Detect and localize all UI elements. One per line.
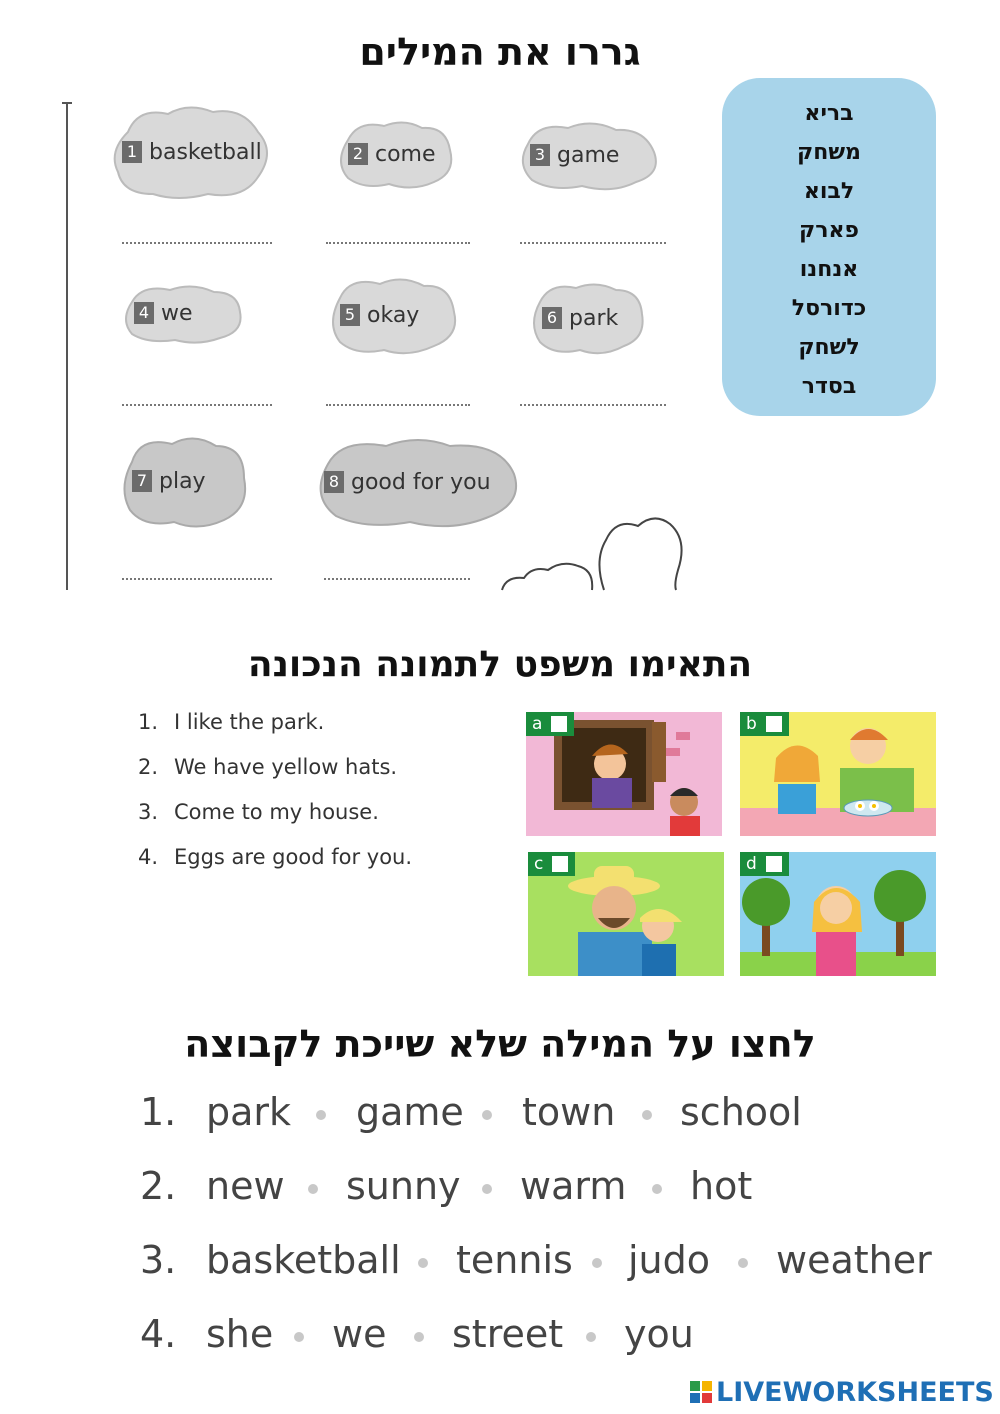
word-bank-item[interactable]: בריא <box>804 101 854 126</box>
word-bank-item[interactable]: לבוא <box>803 179 855 204</box>
separator-dot <box>482 1110 492 1120</box>
cloud-word: okay <box>367 302 420 328</box>
picture-label <box>526 712 574 736</box>
choice-word[interactable]: street <box>452 1312 564 1356</box>
section2-title: התאימו משפט לתמונה הנכונה <box>247 644 753 685</box>
picture-b[interactable] <box>740 712 936 836</box>
choice-word[interactable]: basketball <box>206 1238 401 1282</box>
answer-checkbox[interactable] <box>550 715 568 733</box>
picture-c[interactable] <box>528 852 724 976</box>
separator-dot <box>418 1258 428 1268</box>
picture-letter: a <box>532 714 543 734</box>
choice-word[interactable]: judo <box>628 1238 711 1282</box>
cloud-word: park <box>569 305 619 331</box>
cloud-word: play <box>159 468 206 494</box>
sentence-number: 2. <box>138 755 159 779</box>
cloud-number: 3 <box>530 144 550 166</box>
choice-word[interactable]: town <box>522 1090 616 1134</box>
sentence-number: 1. <box>138 710 159 734</box>
section3-title: לחצו על המילה שלא שייכת לקבוצה <box>184 1022 816 1066</box>
picture-letter: b <box>746 714 757 734</box>
answer-line-6 <box>520 404 666 406</box>
answer-line-2 <box>326 242 470 244</box>
answer-line-3 <box>520 242 666 244</box>
divider-line <box>66 102 68 590</box>
separator-dot <box>592 1258 602 1268</box>
separator-dot <box>316 1110 326 1120</box>
cloud-word: we <box>161 300 193 326</box>
answer-line-1 <box>122 242 272 244</box>
separator-dot <box>652 1184 662 1194</box>
separator-dot <box>482 1184 492 1194</box>
cloud-number: 5 <box>340 304 360 326</box>
choice-word[interactable]: park <box>206 1090 292 1134</box>
choice-word[interactable]: hot <box>690 1164 753 1208</box>
cloud-word: come <box>375 141 436 167</box>
cloud-word: good for you <box>351 469 491 495</box>
answer-checkbox[interactable] <box>765 715 783 733</box>
sentence-number: 3. <box>138 800 159 824</box>
word-bank-item[interactable]: פארק <box>799 218 859 243</box>
picture-label <box>740 712 789 736</box>
word-bank-item[interactable]: כדורסל <box>791 296 867 321</box>
word-bank-item[interactable]: בסדר <box>801 374 857 399</box>
sentence-text: I like the park. <box>174 710 325 734</box>
separator-dot <box>414 1332 424 1342</box>
cloud-number: 4 <box>134 302 154 324</box>
liveworksheets-logo[interactable] <box>690 1376 994 1408</box>
choice-word[interactable]: she <box>206 1312 274 1356</box>
answer-checkbox[interactable] <box>765 855 783 873</box>
word-bank <box>722 78 936 416</box>
picture-letter: c <box>534 854 544 874</box>
sentence-1 <box>138 710 324 734</box>
picture-d[interactable] <box>740 852 936 976</box>
choice-word[interactable]: school <box>680 1090 802 1134</box>
answer-line-5 <box>326 404 470 406</box>
sentence-2 <box>138 755 397 779</box>
word-bank-item[interactable]: אנחנו <box>799 257 859 282</box>
sentence-number: 4. <box>138 845 159 869</box>
answer-line-4 <box>122 404 272 406</box>
separator-dot <box>294 1332 304 1342</box>
cloud-number: 2 <box>348 143 368 165</box>
section1-title: גררו את המילים <box>359 30 641 74</box>
cloud-number: 8 <box>324 471 344 493</box>
sentence-text: Eggs are good for you. <box>174 845 413 869</box>
choice-word[interactable]: we <box>332 1312 387 1356</box>
sentence-text: We have yellow hats. <box>174 755 398 779</box>
cloud-number: 7 <box>132 470 152 492</box>
choice-word[interactable]: tennis <box>456 1238 573 1282</box>
cloud-number: 6 <box>542 307 562 329</box>
word-cloud-6[interactable] <box>528 280 646 356</box>
row-number: 3. <box>140 1238 177 1282</box>
word-cloud-5[interactable] <box>326 274 458 356</box>
word-bank-item[interactable]: לשחק <box>798 335 860 360</box>
separator-dot <box>738 1258 748 1268</box>
choice-word[interactable]: game <box>356 1090 464 1134</box>
choice-word[interactable]: warm <box>520 1164 627 1208</box>
choice-word[interactable]: new <box>206 1164 285 1208</box>
answer-line-8 <box>324 578 470 580</box>
choice-word[interactable]: you <box>624 1312 694 1356</box>
cloud-word: game <box>557 142 620 168</box>
row-number: 2. <box>140 1164 177 1208</box>
picture-letter: d <box>746 854 757 874</box>
word-cloud-7[interactable] <box>118 432 248 530</box>
sentence-text: Come to my house. <box>174 800 379 824</box>
logo-text: LIVEWORKSHEETS <box>716 1376 994 1408</box>
choice-word[interactable]: weather <box>776 1238 932 1282</box>
word-cloud-3[interactable] <box>516 118 660 192</box>
word-cloud-1[interactable] <box>108 102 272 202</box>
separator-dot <box>308 1184 318 1194</box>
decorative-cloud-outline <box>498 510 688 592</box>
separator-dot <box>586 1332 596 1342</box>
cloud-number: 1 <box>122 141 142 163</box>
answer-line-7 <box>122 578 272 580</box>
cloud-word: basketball <box>149 139 262 165</box>
sentence-4 <box>138 845 412 869</box>
answer-checkbox[interactable] <box>551 855 569 873</box>
word-bank-item[interactable]: משחק <box>797 140 861 165</box>
row-number: 1. <box>140 1090 177 1134</box>
word-cloud-8[interactable] <box>310 434 520 530</box>
picture-a[interactable] <box>526 712 722 836</box>
picture-label <box>740 852 789 876</box>
word-cloud-2[interactable] <box>334 118 454 190</box>
row-number: 4. <box>140 1312 177 1356</box>
word-cloud-4[interactable] <box>120 282 244 344</box>
sentence-3 <box>138 800 379 824</box>
picture-label <box>528 852 575 876</box>
separator-dot <box>642 1110 652 1120</box>
choice-word[interactable]: sunny <box>346 1164 461 1208</box>
liveworksheets-logo-icon <box>690 1381 712 1403</box>
